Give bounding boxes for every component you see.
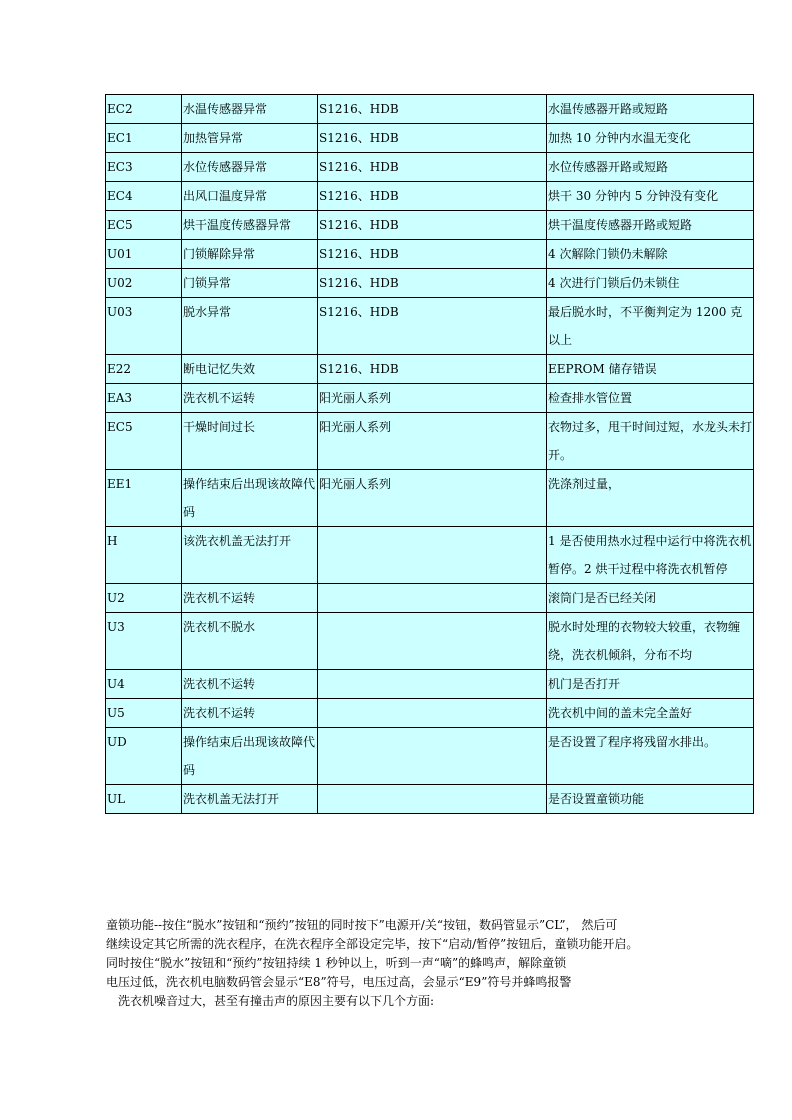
fault-models-cell: S1216、HDB [318,153,547,182]
fault-code-cell: EC5 [106,211,182,240]
fault-models-cell: S1216、HDB [318,240,547,269]
fault-code-cell: EE1 [106,470,182,527]
fault-models-cell: S1216、HDB [318,298,547,355]
note-child-lock-2: 继续设定其它所需的洗衣程序，在洗衣程序全部设定完毕，按下“启动/暂停”按钮后，童锁功能开启。 [106,937,639,951]
fault-code-rows [106,95,754,814]
fault-issue-cell: 洗衣机不运转 [182,699,318,728]
fault-issue-cell: 脱水异常 [182,298,318,355]
fault-cause-cell: 水位传感器开路或短路 [547,153,754,182]
fault-issue-cell: 出风口温度异常 [182,182,318,211]
fault-code-cell: EC3 [106,153,182,182]
fault-issue-cell: 烘干温度传感器异常 [182,211,318,240]
fault-code-cell: U02 [106,269,182,298]
fault-code-cell: EC5 [106,413,182,470]
fault-models-cell [318,785,547,814]
table-row [106,613,754,670]
fault-cause-cell: 4 次进行门锁后仍未锁住 [547,269,754,298]
fault-issue-cell: 水位传感器异常 [182,153,318,182]
fault-code-cell: EC2 [106,95,182,124]
fault-code-cell: UD [106,728,182,785]
fault-issue-cell: 加热管异常 [182,124,318,153]
fault-cause-cell: 滚筒门是否已经关闭 [547,584,754,613]
fault-models-cell: S1216、HDB [318,355,547,384]
table-row [106,670,754,699]
fault-models-cell [318,670,547,699]
fault-cause-cell: EEPROM 储存错误 [547,355,754,384]
fault-issue-cell: 门锁解除异常 [182,240,318,269]
fault-cause-cell: 是否设置童锁功能 [547,785,754,814]
fault-cause-cell: 衣物过多，甩干时间过短，水龙头未打开。 [547,413,754,470]
fault-code-table [105,94,754,814]
table-row [106,584,754,613]
fault-issue-cell: 洗衣机不脱水 [182,613,318,670]
fault-models-cell: S1216、HDB [318,269,547,298]
notes-section [106,916,776,1011]
fault-cause-cell: 最后脱水时，不平衡判定为 1200 克以上 [547,298,754,355]
note-child-lock-release: 同时按住“脱水”按钮和“预约”按钮持续 1 秒钟以上，听到一声“嘀”的蜂鸣声，解除童锁 [106,956,567,970]
note-child-lock-1: 童锁功能--按住“脱水”按钮和“预约”按钮的同时按下”电源开/关“按钮，数码管显示”CL”， 然后可 [106,918,618,932]
fault-cause-cell: 洗衣机中间的盖未完全盖好 [547,699,754,728]
note-noise: 洗衣机噪音过大，甚至有撞击声的原因主要有以下几个方面: [118,994,435,1008]
fault-code-cell: EA3 [106,384,182,413]
fault-cause-cell: 烘干温度传感器开路或短路 [547,211,754,240]
note-voltage: 电压过低，洗衣机电脑数码管会显示“E8”符号，电压过高，会显示“E9”符号并蜂鸣报警 [106,975,572,989]
table-row [106,269,754,298]
table-row [106,153,754,182]
fault-cause-cell: 1 是否使用热水过程中运行中将洗衣机暂停。2 烘干过程中将洗衣机暂停 [547,527,754,584]
fault-code-cell: E22 [106,355,182,384]
fault-code-cell: U3 [106,613,182,670]
table-row [106,785,754,814]
fault-models-cell [318,699,547,728]
table-row [106,699,754,728]
fault-models-cell: S1216、HDB [318,182,547,211]
fault-cause-cell: 检查排水管位置 [547,384,754,413]
table-row [106,211,754,240]
fault-cause-cell: 是否设置了程序将残留水排出。 [547,728,754,785]
fault-cause-cell: 脱水时处理的衣物较大较重，衣物缠绕，洗衣机倾斜，分布不均 [547,613,754,670]
fault-issue-cell: 洗衣机不运转 [182,384,318,413]
fault-code-cell: EC4 [106,182,182,211]
table-row [106,124,754,153]
fault-models-cell: S1216、HDB [318,124,547,153]
fault-models-cell [318,728,547,785]
table-row [106,95,754,124]
fault-issue-cell: 洗衣机盖无法打开 [182,785,318,814]
fault-code-cell: U03 [106,298,182,355]
fault-code-cell: U01 [106,240,182,269]
fault-code-cell: U4 [106,670,182,699]
fault-cause-cell: 机门是否打开 [547,670,754,699]
table-row [106,527,754,584]
fault-cause-cell: 洗涤剂过量， [547,470,754,527]
fault-cause-cell: 水温传感器开路或短路 [547,95,754,124]
fault-issue-cell: 洗衣机不运转 [182,670,318,699]
fault-models-cell: S1216、HDB [318,95,547,124]
table-row [106,182,754,211]
fault-cause-cell: 烘干 30 分钟内 5 分钟没有变化 [547,182,754,211]
fault-issue-cell: 断电记忆失效 [182,355,318,384]
table-row [106,240,754,269]
fault-issue-cell: 门锁异常 [182,269,318,298]
table-row [106,470,754,527]
fault-models-cell [318,527,547,584]
fault-code-cell: H [106,527,182,584]
fault-models-cell: 阳光丽人系列 [318,470,547,527]
table-row [106,384,754,413]
table-row [106,355,754,384]
fault-models-cell: 阳光丽人系列 [318,413,547,470]
fault-models-cell: S1216、HDB [318,211,547,240]
table-row [106,413,754,470]
fault-code-cell: UL [106,785,182,814]
fault-code-cell: U5 [106,699,182,728]
fault-issue-cell: 洗衣机不运转 [182,584,318,613]
fault-issue-cell: 操作结束后出现该故障代码 [182,470,318,527]
fault-models-cell: 阳光丽人系列 [318,384,547,413]
fault-issue-cell: 干燥时间过长 [182,413,318,470]
fault-issue-cell: 水温传感器异常 [182,95,318,124]
fault-models-cell [318,584,547,613]
table-row [106,728,754,785]
fault-cause-cell: 加热 10 分钟内水温无变化 [547,124,754,153]
table-row [106,298,754,355]
fault-issue-cell: 该洗衣机盖无法打开 [182,527,318,584]
fault-cause-cell: 4 次解除门锁仍未解除 [547,240,754,269]
fault-models-cell [318,613,547,670]
fault-code-cell: U2 [106,584,182,613]
fault-code-cell: EC1 [106,124,182,153]
fault-issue-cell: 操作结束后出现该故障代码 [182,728,318,785]
